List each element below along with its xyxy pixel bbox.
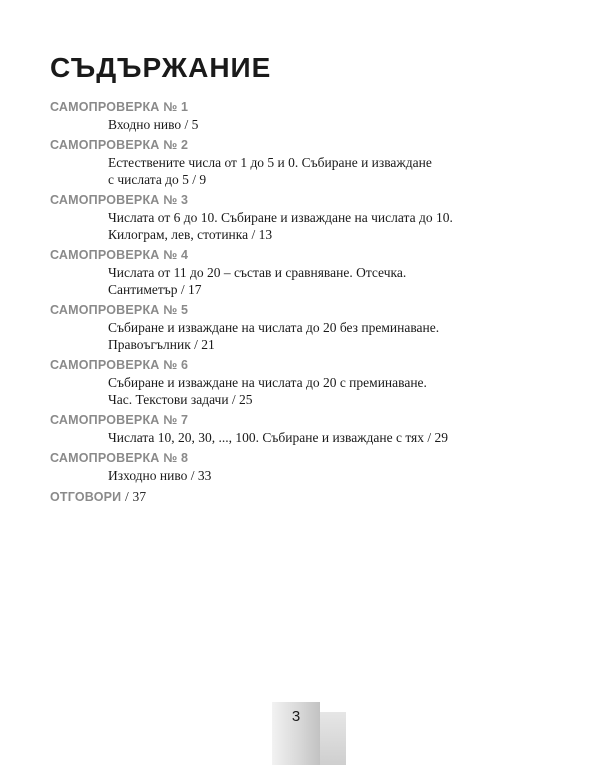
section-4-line-1[interactable]: Числата от 11 до 20 – състав и сравняване. Отсечка. xyxy=(108,265,407,280)
page-number: 3 xyxy=(291,708,301,725)
section-4-line-2[interactable]: Сантиметър / 17 xyxy=(108,282,202,297)
section-6-line-2[interactable]: Час. Текстови задачи / 25 xyxy=(108,392,253,407)
section-2-line-2[interactable]: с числата до 5 / 9 xyxy=(108,172,207,187)
answers-entry[interactable] xyxy=(50,489,146,505)
section-7-line-1[interactable]: Числата 10, 20, 30, ..., 100. Събиране и изваждане с тях / 29 xyxy=(108,430,449,445)
section-5-line-1[interactable]: Събиране и изваждане на числата до 20 без преминаване. xyxy=(108,320,440,335)
section-8-line-1[interactable]: Изходно ниво / 33 xyxy=(108,468,212,483)
page-tab-shadow xyxy=(320,712,346,765)
section-7-heading[interactable]: САМОПРОВЕРКА № 7 xyxy=(50,413,189,427)
section-3-line-2[interactable]: Килограм, лев, стотинка / 13 xyxy=(108,227,273,242)
section-5-heading[interactable]: САМОПРОВЕРКА № 5 xyxy=(50,303,189,317)
answers-label: ОТГОВОРИ xyxy=(50,490,122,504)
section-6-heading[interactable]: САМОПРОВЕРКА № 6 xyxy=(50,358,189,372)
section-1-line-1[interactable]: Входно ниво / 5 xyxy=(108,117,199,132)
section-2-line-1[interactable]: Естествените числа от 1 до 5 и 0. Събиране и изваждане xyxy=(108,155,432,170)
section-5-line-2[interactable]: Правоъгълник / 21 xyxy=(108,337,215,352)
section-6-line-1[interactable]: Събиране и изваждане на числата до 20 с преминаване. xyxy=(108,375,427,390)
section-3-heading[interactable]: САМОПРОВЕРКА № 3 xyxy=(50,193,189,207)
section-3-line-1[interactable]: Числата от 6 до 10. Събиране и изваждане на числата до 10. xyxy=(108,210,453,225)
section-4-heading[interactable]: САМОПРОВЕРКА № 4 xyxy=(50,248,189,262)
section-1-heading[interactable]: САМОПРОВЕРКА № 1 xyxy=(50,100,189,114)
section-8-heading[interactable]: САМОПРОВЕРКА № 8 xyxy=(50,451,189,465)
page-title: СЪДЪРЖАНИЕ xyxy=(50,52,272,83)
section-2-heading[interactable]: САМОПРОВЕРКА № 2 xyxy=(50,138,189,152)
answers-page: / 37 xyxy=(121,489,147,504)
